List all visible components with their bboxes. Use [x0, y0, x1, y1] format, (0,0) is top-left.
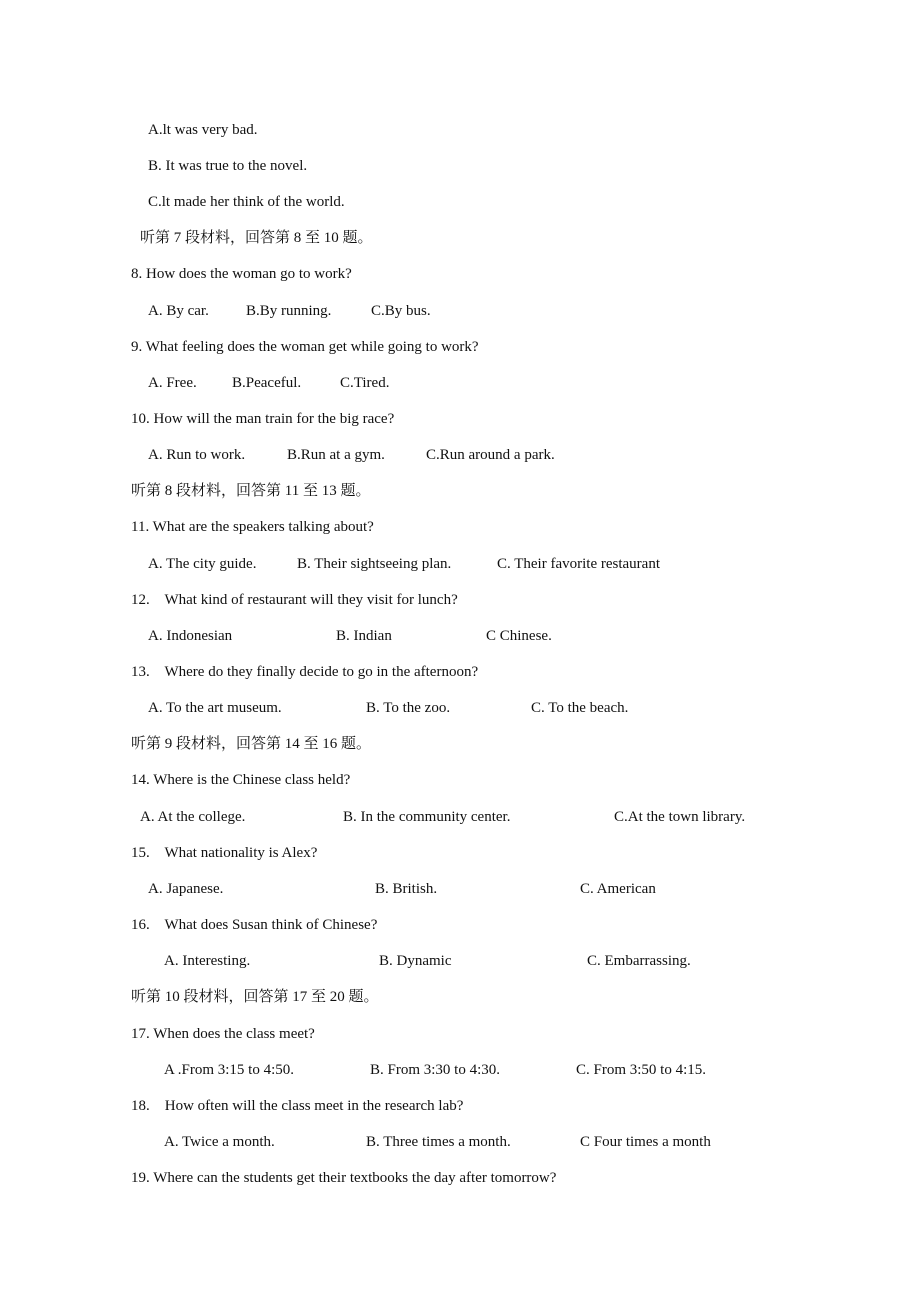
q18-option-b: B. Three times a month.	[366, 1134, 511, 1150]
q10-option-a: A. Run to work.	[148, 447, 246, 463]
q10-option-c: C.Run around a park.	[426, 447, 555, 463]
q11-question: 11. What are the speakers talking about?	[131, 519, 374, 535]
q9-option-b: B.Peaceful.	[232, 375, 302, 391]
q14-option-c: C.At the town library.	[614, 809, 746, 825]
q17-option-a: A .From 3:15 to 4:50.	[164, 1062, 295, 1078]
q8-option-c: C.By bus.	[371, 303, 431, 319]
q16-option-b: B. Dynamic	[379, 953, 452, 969]
q8-option-a: A. By car.	[148, 303, 209, 319]
q15-option-a: A. Japanese.	[148, 881, 224, 897]
q7-option-b: B. It was true to the novel.	[148, 158, 308, 174]
q14-option-b: B. In the community center.	[343, 809, 511, 825]
q16-option-a: A. Interesting.	[164, 953, 251, 969]
q14-option-a: A. At the college.	[140, 809, 246, 825]
q13-option-a: A. To the art museum.	[148, 700, 282, 716]
q15-option-c: C. American	[580, 881, 656, 897]
q8-question: 8. How does the woman go to work?	[131, 266, 352, 282]
q16-question: 16. What does Susan think of Chinese?	[131, 917, 378, 933]
q12-option-c: C Chinese.	[486, 628, 552, 644]
q19-question: 19. Where can the students get their textbooks the day after tomorrow?	[131, 1170, 557, 1186]
q18-option-c: C Four times a month	[580, 1134, 711, 1150]
q18-option-a: A. Twice a month.	[164, 1134, 275, 1150]
q10-question: 10. How will the man train for the big race?	[131, 411, 395, 427]
section8-instruction: 听第 8 段材料，回答第 11 至 13 题。	[131, 483, 371, 499]
q11-option-a: A. The city guide.	[148, 556, 257, 572]
q14-question: 14. Where is the Chinese class held?	[131, 772, 351, 788]
q10-option-b: B.Run at a gym.	[287, 447, 385, 463]
q12-option-b: B. Indian	[336, 628, 392, 644]
q9-option-a: A. Free.	[148, 375, 197, 391]
q16-option-c: C. Embarrassing.	[587, 953, 691, 969]
q17-option-b: B. From 3:30 to 4:30.	[370, 1062, 501, 1078]
q7-option-a: A.lt was very bad.	[148, 122, 258, 138]
q7-option-c: C.lt made her think of the world.	[148, 194, 345, 210]
q15-option-b: B. British.	[375, 881, 438, 897]
q13-question: 13. Where do they finally decide to go in the afternoon?	[131, 664, 479, 680]
q9-option-c: C.Tired.	[340, 375, 390, 391]
q12-option-a: A. Indonesian	[148, 628, 233, 644]
q12-question: 12. What kind of restaurant will they visit for lunch?	[131, 592, 458, 608]
q13-option-c: C. To the beach.	[531, 700, 629, 716]
q11-option-c: C. Their favorite restaurant	[497, 556, 660, 572]
q17-option-c: C. From 3:50 to 4:15.	[576, 1062, 707, 1078]
q8-option-b: B.By running.	[246, 303, 332, 319]
q17-question: 17. When does the class meet?	[131, 1026, 315, 1042]
section9-instruction: 听第 9 段材料，回答第 14 至 16 题。	[131, 736, 372, 752]
q18-question: 18. How often will the class meet in the research lab?	[131, 1098, 464, 1114]
section7-instruction: 听第 7 段材料，回答第 8 至 10 题。	[140, 230, 373, 246]
q13-option-b: B. To the zoo.	[366, 700, 451, 716]
section10-instruction: 听第 10 段材料，回答第 17 至 20 题。	[131, 989, 379, 1005]
q11-option-b: B. Their sightseeing plan.	[297, 556, 452, 572]
q9-question: 9. What feeling does the woman get while going to work?	[131, 339, 479, 355]
q15-question: 15. What nationality is Alex?	[131, 845, 318, 861]
